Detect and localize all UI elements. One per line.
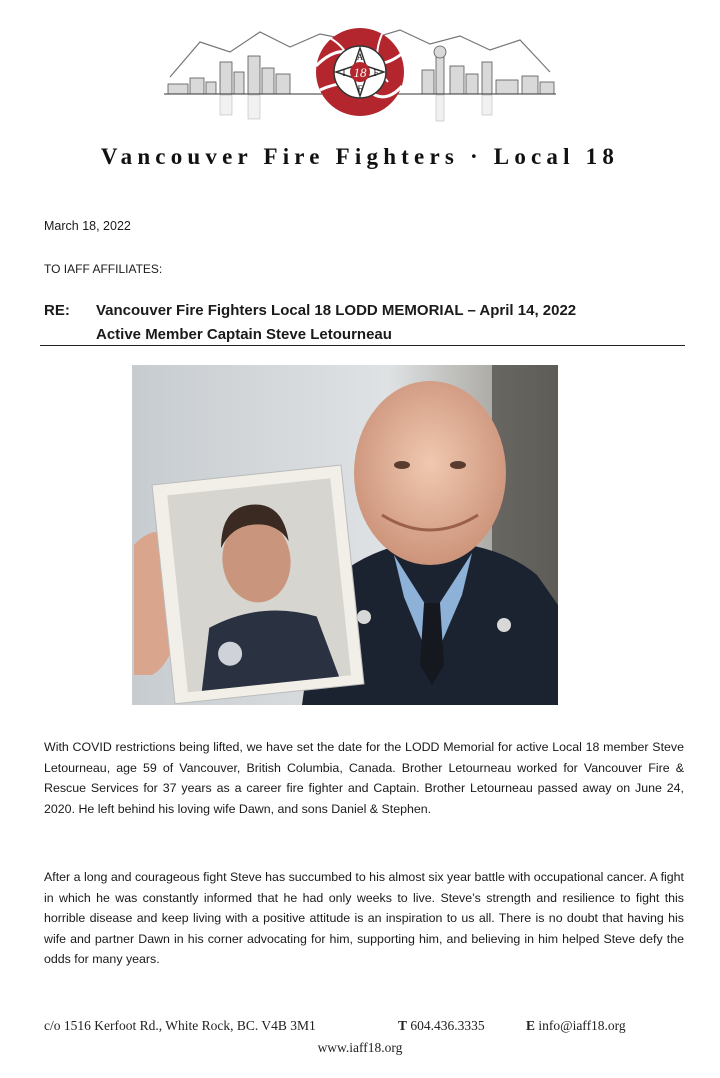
emblem-letter-left: I — [342, 68, 346, 78]
organization-title: Vancouver Fire Fighters · Local 18 — [100, 144, 620, 169]
emblem-letter-top: A — [356, 52, 364, 62]
collar-pin-right — [497, 618, 511, 632]
email-address[interactable]: info@iaff18.org — [538, 1018, 626, 1033]
phone-number: 604.436.3335 — [410, 1018, 485, 1033]
body-paragraph-2: After a long and courageous fight Steve has succumbed to his almost six year battle with occupational cancer. A fight in which he was constantly informed that he had only weeks to live. Steve’s strength and resilience to fight this horrible disease and keep living with a positive attitude is an inspiration to us all. There is no doubt that having his wife and partner Dawn in his corner advocating for him, supporting him, and believing in him helped Steve defy the odds for many years. — [44, 870, 684, 966]
subject-line-2: Active Member Captain Steve Letourneau — [96, 326, 392, 343]
man-head — [354, 381, 506, 565]
footer-website[interactable]: www.iaff18.org — [317, 1040, 403, 1055]
iaff-local-18-logo — [160, 22, 560, 130]
re-label: RE: — [44, 302, 70, 319]
letter-date: March 18, 2022 — [44, 219, 131, 233]
memorial-photo — [132, 365, 558, 705]
footer-email — [526, 1018, 626, 1034]
emblem-letter-right: F — [373, 68, 379, 78]
iaff-emblem — [316, 28, 404, 116]
footer-phone — [398, 1018, 485, 1034]
subject-divider — [40, 345, 685, 346]
emblem-letter-bottom: F — [357, 84, 363, 94]
recipient-line: TO IAFF AFFILIATES: — [44, 262, 163, 276]
email-label: E — [526, 1018, 536, 1033]
subject-line-1: Vancouver Fire Fighters Local 18 LODD MEMORIAL – April 14, 2022 — [96, 302, 577, 319]
phone-label: T — [398, 1018, 408, 1033]
held-portrait — [152, 465, 364, 704]
footer-address: c/o 1516 Kerfoot Rd., White Rock, BC. V4B 3M1 — [44, 1018, 316, 1033]
emblem-number: 18 — [353, 65, 367, 80]
collar-pin-left — [357, 610, 371, 624]
body-paragraph-1: With COVID restrictions being lifted, we have set the date for the LODD Memorial for active Local 18 member Steve Letourneau, age 59 of Vancouver, British Columbia, Canada. Brother Letourneau worked for Vancouver Fire & Rescue Services for 37 years as a career fire fighter and Captain. Brother Letourneau passed away on June 24, 2020. He left behind his loving wife Dawn, and sons Daniel & Stephen. — [44, 740, 684, 816]
